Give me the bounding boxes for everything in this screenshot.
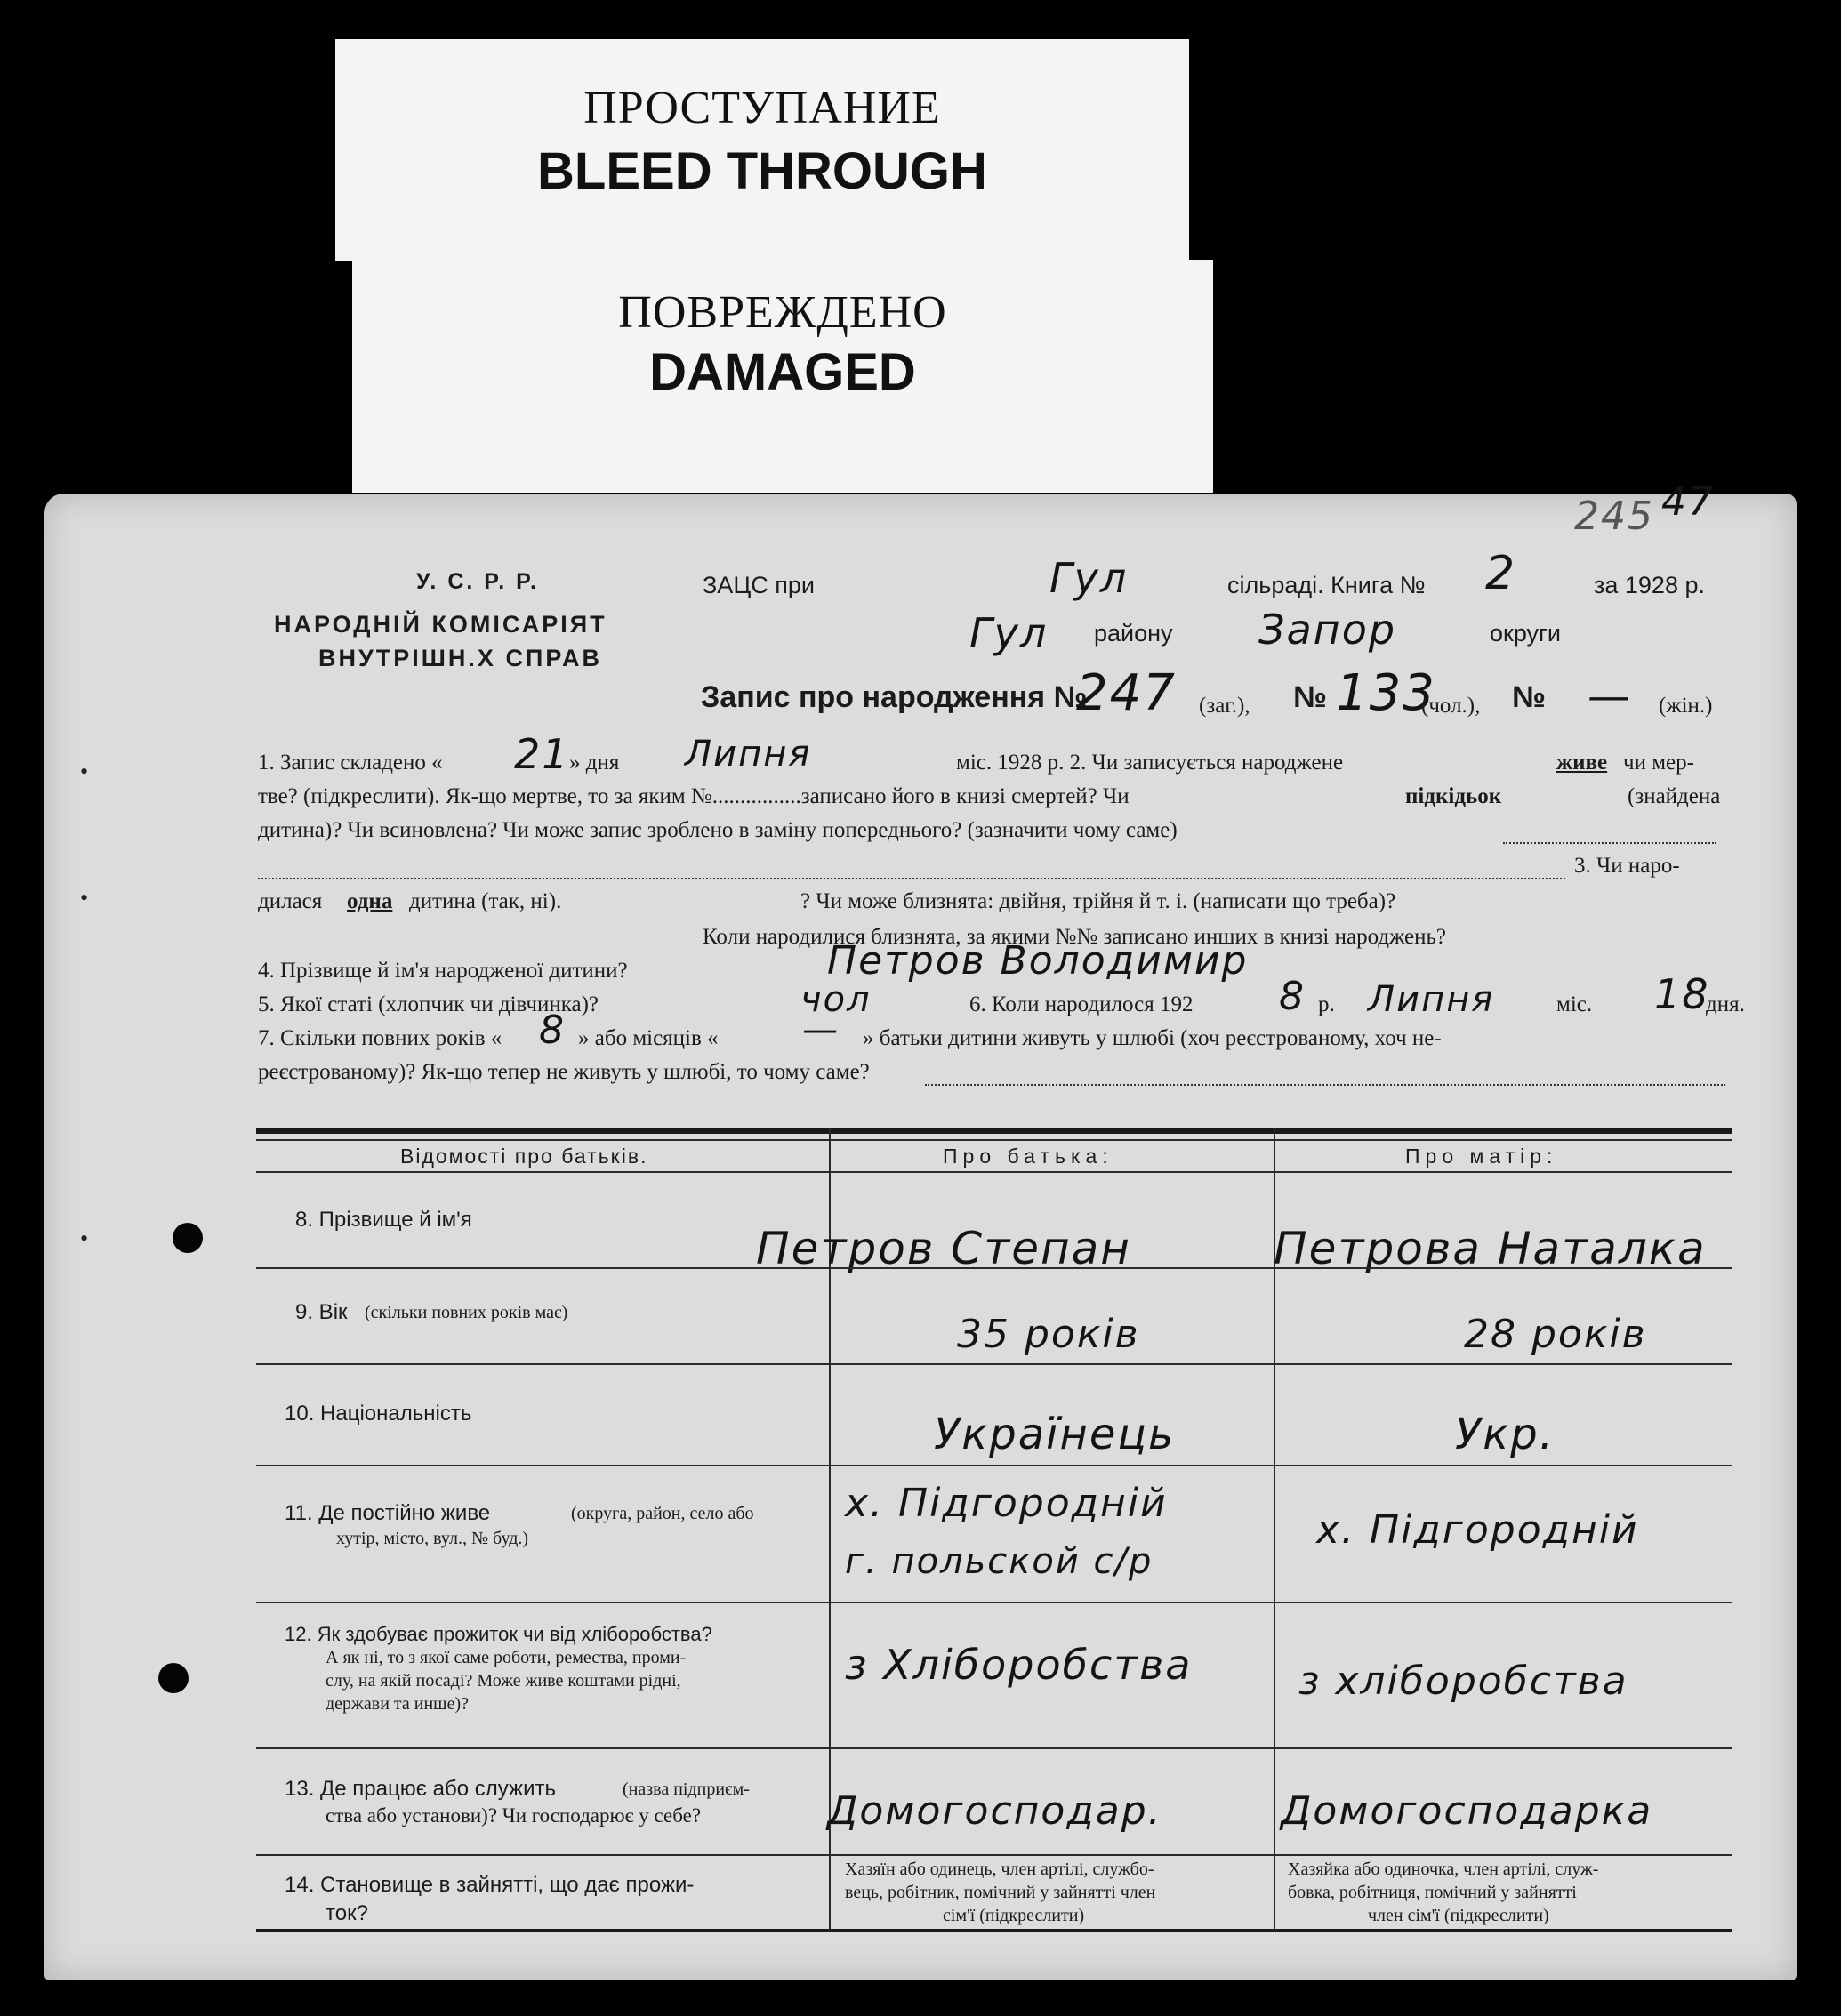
q2-line2: дитина)? Чи всиновлена? Чи може запис зроблено в заміну попереднього? (зазначити чому саме)	[258, 818, 1178, 842]
archive-number-1: 245	[1574, 494, 1654, 539]
row-13-label-small: (назва підприєм-	[623, 1779, 750, 1799]
q1-alive: живе	[1556, 751, 1608, 775]
marriage-months-value: —	[802, 1009, 840, 1050]
mother-employment-line1: Хазяйка або одиночка, член артілі, служ-	[1288, 1859, 1599, 1879]
q7-text: » батьки дитини живуть у шлюбі (хоч реєстрованому, хоч не-	[863, 1026, 1442, 1050]
row-12-label: 12. Як здобуває прожиток чи від хліборобства?	[285, 1623, 712, 1645]
q5-label: 5. Якої статі (хлопчик чи дівчинка)?	[258, 992, 599, 1016]
q6-label: 6. Коли народилося 192	[969, 992, 1194, 1016]
row-11-label-small: (округа, район, село або	[571, 1504, 754, 1523]
q2-foundling: підкідьок	[1405, 784, 1502, 808]
punch-hole	[173, 1223, 203, 1253]
record-title: Запис про народження №	[701, 680, 1088, 714]
q6-year-label: р.	[1318, 992, 1335, 1016]
row-8-label: 8. Прізвище й ім'я	[295, 1208, 472, 1232]
row-12-label-line4: держави та инше)?	[326, 1694, 469, 1714]
female-label: (жін.)	[1659, 694, 1713, 718]
q7-months-label: » або місяців «	[578, 1026, 719, 1050]
q7-line2: реєстрованому)? Як-що тепер не живуть у шлюбі, то чому саме?	[258, 1060, 870, 1084]
total-label: (заг.),	[1199, 694, 1250, 718]
q2-line-end: (знайдена	[1628, 784, 1721, 808]
mother-livelihood-value: з хліборобства	[1298, 1659, 1628, 1704]
record-total-number: 247	[1076, 664, 1177, 722]
col-header-mother: Про матір:	[1405, 1145, 1558, 1168]
q2-line: тве? (підкреслити). Як-що мертве, то за яким №................записано його в книзі смертей? Чи	[258, 784, 1130, 808]
table-row-rule	[256, 1747, 1732, 1749]
father-age-value: 35 років	[957, 1312, 1140, 1357]
damaged-card	[352, 260, 1213, 493]
village-council-value: Гул	[1049, 554, 1129, 602]
birth-record-form	[44, 479, 1797, 1980]
birth-year-digit: 8	[1279, 974, 1306, 1019]
table-row-rule	[256, 1854, 1732, 1856]
q2-fill-line	[1503, 842, 1716, 844]
row-12-label-line2: А як ні, то з якої саме роботи, ремества, проми-	[326, 1648, 687, 1667]
father-residence-value: х. Підгородній	[845, 1481, 1168, 1526]
table-top-rule	[256, 1128, 1732, 1134]
record-female-number: —	[1588, 671, 1632, 721]
dot-mark: •	[80, 885, 89, 911]
row-14-label-line2: ток?	[326, 1901, 368, 1925]
mother-age-value: 28 років	[1464, 1312, 1647, 1357]
okrug-value: Запор	[1258, 606, 1397, 654]
father-employment-line1: Хазяїн або одинець, член артілі, службо-	[845, 1859, 1154, 1879]
father-employment-line3: сім'ї (підкреслити)	[943, 1906, 1085, 1925]
q1-day-label: » дня	[569, 751, 620, 775]
col-header-father: Про батька:	[943, 1145, 1113, 1168]
q4-label: 4. Прізвище й ім'я народженої дитини?	[258, 959, 628, 983]
table-row-rule	[256, 1465, 1732, 1466]
female-number-sign: №	[1512, 680, 1546, 714]
dot-mark: •	[80, 759, 89, 784]
table-row-rule	[256, 1267, 1732, 1269]
q1-prefix: 1. Запис складено «	[258, 751, 443, 775]
child-name-value: Петров Володимир	[827, 938, 1249, 984]
table-bottom-rule	[256, 1929, 1732, 1932]
dot-mark: •	[80, 1225, 89, 1251]
row-11-label: 11. Де постійно живе	[285, 1501, 491, 1525]
row-9-label-small: (скільки повних років має)	[365, 1303, 568, 1322]
male-label: (чол.),	[1421, 694, 1481, 718]
table-row-rule	[256, 1602, 1732, 1603]
commissariat-line2: ВНУТРІШН.Х СПРАВ	[318, 645, 602, 671]
row-14-label: 14. Становище в зайнятті, що дає прожи-	[285, 1873, 695, 1897]
q7-fill-line	[925, 1084, 1725, 1086]
birth-month-value: Липня	[1368, 979, 1495, 1020]
q3-fill-line	[258, 878, 1565, 879]
child-sex-value: чол	[800, 979, 872, 1020]
row-11-label-line2: хутір, місто, вул., № буд.)	[336, 1529, 529, 1548]
father-residence-line2: г. польской с/р	[845, 1541, 1154, 1582]
q1-text: міс. 1928 р. 2. Чи записується народжене	[956, 751, 1344, 775]
record-male-number: 133	[1336, 664, 1436, 722]
damaged-en: DAMAGED	[649, 343, 916, 401]
q3-child: дитина (так, ні).	[409, 889, 562, 913]
zags-label: ЗАЦС при	[703, 572, 816, 598]
q7-prefix: 7. Скільки повних років «	[258, 1026, 502, 1050]
punch-hole	[158, 1663, 189, 1693]
village-council-label: сільраді. Книга №	[1227, 572, 1426, 598]
bleed-through-ru: ПРОСТУПАНИЕ	[583, 83, 941, 133]
commissariat-line1: НАРОДНІЙ КОМІСАРІЯТ	[274, 611, 607, 638]
father-livelihood-value: з Хліборобства	[845, 1641, 1193, 1689]
q3-one: одна	[347, 889, 393, 913]
q6-day-label: дня.	[1706, 992, 1745, 1016]
mother-workplace-value: Домогосподарка	[1281, 1788, 1653, 1834]
table-header-rule	[256, 1171, 1732, 1173]
father-name-value: Петров Степан	[756, 1223, 1131, 1274]
male-number-sign: №	[1293, 680, 1327, 714]
q1-suffix: чи мер-	[1623, 751, 1694, 775]
row-12-label-line3: слу, на якій посаді? Може живе коштами рідні,	[326, 1671, 681, 1691]
raion-value: Гул	[969, 609, 1049, 657]
row-10-label: 10. Національність	[285, 1402, 472, 1426]
year-label: за 1928 р.	[1594, 572, 1705, 598]
birth-day-value: 18	[1654, 970, 1710, 1018]
mother-nationality-value: Укр.	[1455, 1410, 1555, 1459]
archive-number-2: 47	[1661, 479, 1715, 525]
row-13-label: 13. Де працює або служить	[285, 1777, 556, 1801]
bleed-through-en: BLEED THROUGH	[537, 142, 987, 200]
damaged-ru: ПОВРЕЖДЕНО	[618, 287, 947, 338]
okrug-label: округи	[1490, 620, 1561, 647]
father-employment-line2: вець, робітник, помічний у зайнятті член	[845, 1883, 1156, 1902]
mother-residence-value: х. Підгородній	[1316, 1507, 1639, 1553]
q3-twins-numbers: Коли народилися близнята, за якими №№ записано инших в книзі народжень?	[703, 925, 1447, 949]
row-13-label-line2: ства або установи)? Чи господарює у себе?	[326, 1804, 702, 1827]
table-row-rule	[256, 1363, 1732, 1365]
mother-name-value: Петрова Наталка	[1274, 1223, 1707, 1274]
bleed-through-card	[335, 39, 1189, 261]
q1-day-value: 21	[514, 730, 570, 778]
father-nationality-value: Українець	[934, 1410, 1176, 1459]
q3-born: дилася	[258, 889, 323, 913]
mother-employment-line2: бовка, робітниця, помічний у зайнятті	[1288, 1883, 1577, 1902]
col-header-parents: Відомості про батьків.	[400, 1145, 648, 1168]
raion-label: району	[1094, 620, 1173, 647]
father-workplace-value: Домогосподар.	[827, 1788, 1162, 1834]
row-9-label: 9. Вік	[295, 1300, 348, 1324]
q6-month-label: міс.	[1556, 992, 1593, 1016]
book-number-value: 2	[1485, 547, 1517, 600]
q1-month-value: Липня	[685, 734, 812, 775]
republic-label: У. С. Р. Р.	[416, 569, 539, 594]
q3-prefix: 3. Чи наро-	[1574, 854, 1680, 878]
q3-twins: ? Чи може близнята: двійня, трійня й т. і. (написати що треба)?	[800, 889, 1396, 913]
mother-employment-line3: член сім'ї (підкреслити)	[1368, 1906, 1549, 1925]
marriage-years-value: 8	[539, 1008, 566, 1053]
